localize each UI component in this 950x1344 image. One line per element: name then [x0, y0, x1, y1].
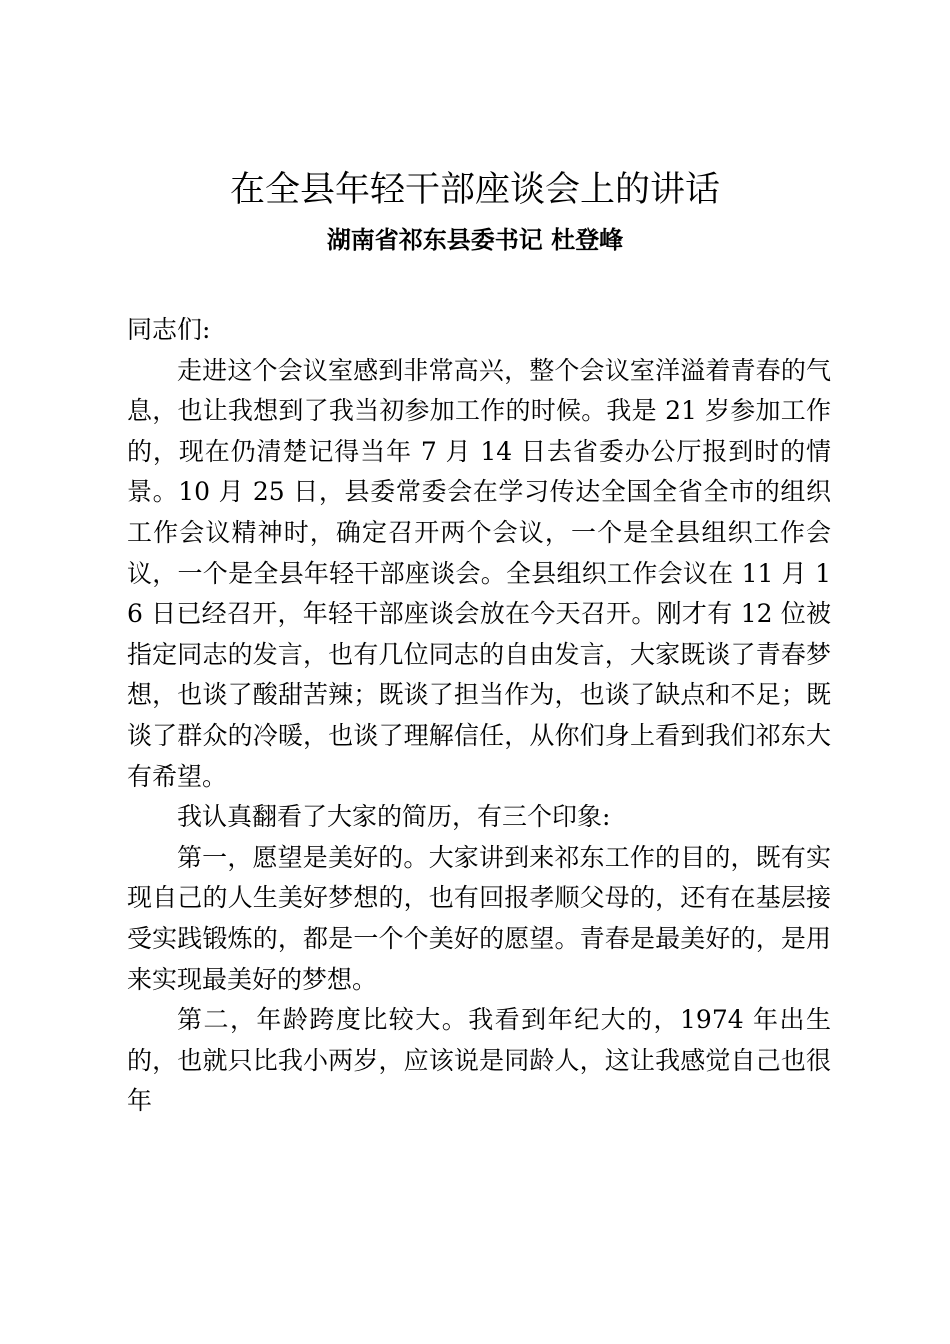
paragraph-opening: 走进这个会议室感到非常高兴，整个会议室洋溢着青春的气息，也让我想到了我当初参加工作的时候。我是 21 岁参加工作的，现在仍清楚记得当年 7 月 14 日去省委办公厅报到时的情景。10 月 25 日，县委常委会在学习传达全国全省全市的组织工作会议精神时，确定召开两个会议，一个是全县组织工作会议，一个是全县年轻干部座谈会。全县组织工作会议在 11 月 16 日已经召开，年轻干部座谈会放在今天召开。刚才有 12 位被指定同志的发言，也有几位同志的自由发言，大家既谈了青春梦想，也谈了酸甜苦辣；既谈了担当作为，也谈了缺点和不足；既谈了群众的冷暖，也谈了理解信任，从你们身上看到我们祁东大有希望。 — [127, 355, 831, 791]
paragraph-second-impression: 第二，年龄跨度比较大。我看到年纪大的，1974 年出生的，也就只比我小两岁，应该说是同龄人，这让我感觉自己也很年 — [127, 1005, 831, 1116]
document-author-line: 湖南省祁东县委书记 杜登峰 — [326, 225, 624, 254]
salutation: 同志们: — [127, 315, 211, 344]
document-title: 在全县年轻干部座谈会上的讲话 — [229, 170, 720, 210]
paragraph-impressions-intro: 我认真翻看了大家的简历，有三个印象: — [177, 802, 611, 832]
paragraph-first-impression: 第一，愿望是美好的。大家讲到来祁东工作的目的，既有实现自己的人生美好梦想的，也有回报孝顺父母的，还有在基层接受实践锻炼的，都是一个个美好的愿望。青春是最美好的，是用来实现最美好的梦想。 — [127, 842, 831, 994]
document-body — [127, 310, 831, 1122]
